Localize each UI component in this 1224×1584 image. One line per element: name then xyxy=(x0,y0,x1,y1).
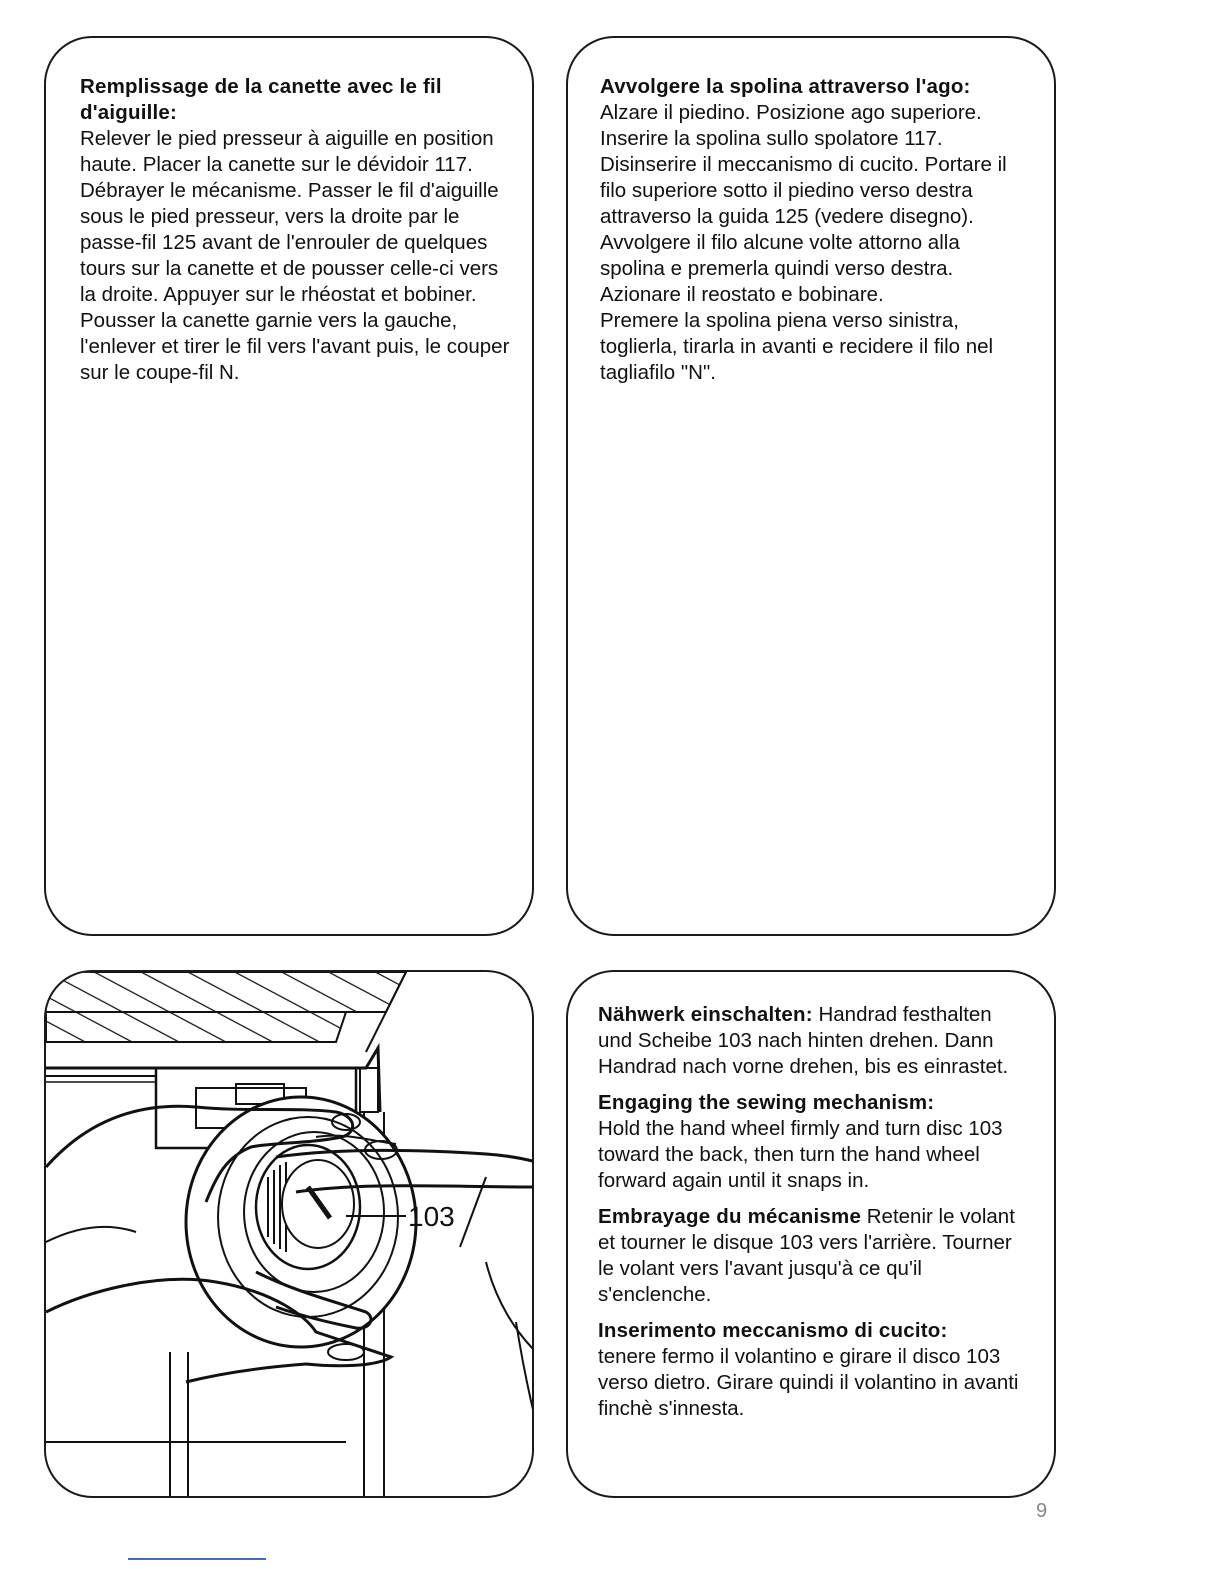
german-heading: Nähwerk einschalten: xyxy=(598,1003,813,1026)
english-heading: Engaging the sewing mechanism: xyxy=(598,1091,935,1114)
mechanism-german xyxy=(598,1002,1028,1080)
italian-heading: Avvolgere la spolina attraverso l'ago: xyxy=(600,75,971,98)
italian-body: Alzare il piedino. Posizione ago superiore. Inserire la spolina sullo spolatore 117. Disinserire il meccanismo di cucito. Portare il filo superiore sotto il piedino verso destra attraverso la guida 125 (vedere disegno). Avvolgere il filo alcune volte attorno alla spolina e premerla quindi verso destra. Azionare il reostato e bobinare. xyxy=(600,101,1007,306)
italian-mechanism-body: tenere fermo il volantino e girare il disco 103 verso dietro. Girare quindi il volantino in avanti finchè s'innesta. xyxy=(598,1345,1019,1420)
mechanism-text-block xyxy=(598,1002,1028,1432)
mechanism-english xyxy=(598,1090,1028,1194)
mechanism-italian xyxy=(598,1318,1028,1422)
illustration-panel xyxy=(44,970,534,1498)
mechanism-instructions-panel xyxy=(566,970,1056,1498)
french-instructions-panel xyxy=(44,36,534,936)
mechanism-french xyxy=(598,1204,1028,1308)
callout-label: 103 xyxy=(408,1201,455,1232)
french-text-block xyxy=(80,74,510,386)
french-heading: Remplissage de la canette avec le fil d'aiguille: xyxy=(80,75,442,124)
french-mechanism-heading: Embrayage du mécanisme xyxy=(598,1205,862,1228)
english-body: Hold the hand wheel firmly and turn disc 103 toward the back, then turn the hand wheel forward again until it snaps in. xyxy=(598,1117,1003,1192)
french-mechanism-body: Retenir le volant et tourner le disque 103 vers l'arrière. Tourner le volant vers l'avant jusqu'à ce qu'il s'enclenche. xyxy=(598,1205,1015,1306)
hand-turning-disc-illustration xyxy=(46,972,534,1498)
italian-instructions-panel xyxy=(566,36,1056,936)
italian-body-continued: Premere la spolina piena verso sinistra, toglierla, tirarla in avanti e recidere il filo nel tagliafilo "N". xyxy=(600,309,994,384)
machine-top-hatching xyxy=(46,972,406,1042)
german-body: Handrad festhalten und Scheibe 103 nach hinten drehen. Dann Handrad nach vorne drehen, bis es einrastet. xyxy=(598,1003,1009,1078)
italian-mechanism-heading: Inserimento meccanismo di cucito: xyxy=(598,1319,948,1342)
french-body: Relever le pied presseur à aiguille en position haute. Placer la canette sur le dévidoir 117. Débrayer le mécanisme. Passer le fil d'aiguille sous le pied presseur, vers la droite par le passe-fil 125 avant de l'enrouler de quelques tours sur la canette et de pousser celle-ci vers la droite. Appuyer sur le rhéostat et bobiner. Pousser la canette garnie vers la gauche, l'enlever et tirer le fil vers l'avant puis, le couper sur le coupe-fil N. xyxy=(80,127,510,384)
italian-text-block xyxy=(600,74,1030,386)
footer-rule xyxy=(128,1558,266,1560)
page-number: 9 xyxy=(1036,1500,1048,1522)
